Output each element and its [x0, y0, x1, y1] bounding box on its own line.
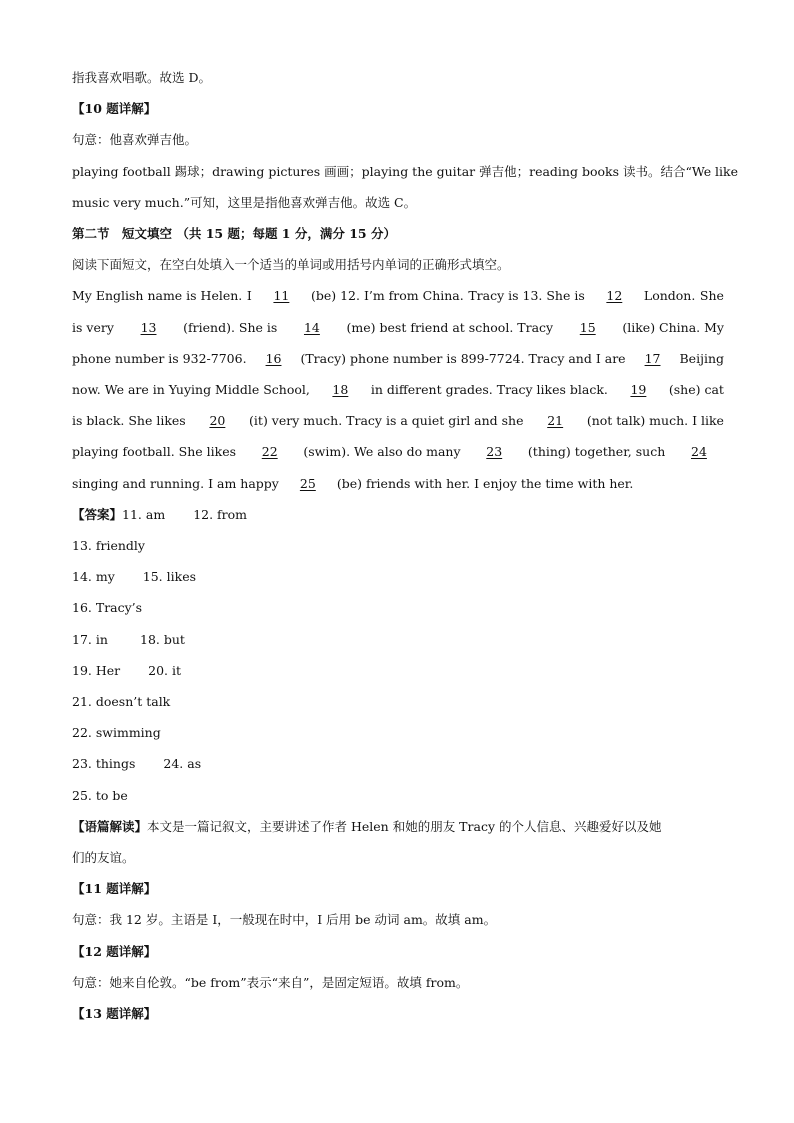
- answer-item: 22. swimming: [72, 725, 161, 741]
- blank-14: 14: [303, 319, 320, 335]
- analysis-line-2: 们的友谊。: [72, 850, 135, 866]
- blank-24: 24: [691, 444, 707, 460]
- answer-label: 【答案】: [72, 506, 123, 522]
- passage-text: (me) best friend at school. Tracy: [346, 319, 554, 335]
- answer-item: 16. Tracy’s: [72, 600, 143, 616]
- answer-item: 20. it: [148, 662, 182, 678]
- passage-line-2: [72, 312, 724, 343]
- passage-text: (not talk) much. I like: [586, 413, 724, 429]
- passage-text: London.: [643, 288, 696, 304]
- passage-text: (be) 12. I’m from China.: [310, 288, 464, 304]
- answer-row: [72, 717, 724, 748]
- answer-item: 12. from: [193, 506, 248, 522]
- section-instruction: 阅读下面短文，在空白处填入一个适当的单词或用括号内单词的正确形式填空。: [72, 257, 510, 273]
- passage-text: (she) cat: [668, 382, 724, 398]
- answer-item: 11. am: [122, 506, 166, 522]
- analysis-label: 【语篇解读】: [72, 818, 148, 834]
- answer-row: [72, 655, 724, 686]
- passage-text: (swim). We also do many: [303, 444, 461, 460]
- q12-heading: 【12 题详解】: [72, 943, 157, 959]
- q10-meaning: 句意：他喜欢弹吉他。: [72, 132, 198, 148]
- blank-15: 15: [579, 319, 596, 335]
- section-title: 第二节 短文填空 （共 15 题；每题 1 分，满分 15 分）: [72, 226, 396, 242]
- passage-text: My English name is Helen.: [72, 288, 243, 304]
- answer-row: [72, 748, 724, 779]
- document-page: [72, 62, 739, 1029]
- blank-16: 16: [265, 350, 282, 366]
- blank-21: 21: [547, 413, 564, 429]
- passage-text: Beijing: [679, 350, 724, 366]
- passage-text: singing and running. I am happy: [72, 475, 279, 491]
- answer-row: [72, 592, 724, 623]
- passage-line-6: [72, 436, 724, 467]
- answer-row: [72, 499, 724, 530]
- passage-text: I: [246, 288, 252, 304]
- passage-text: Tracy is 13. She is: [468, 288, 585, 304]
- passage-line-3: [72, 343, 724, 374]
- q13-heading: 【13 题详解】: [72, 1006, 157, 1022]
- answer-item: 15. likes: [142, 569, 197, 585]
- answer-item: 13. friendly: [72, 538, 145, 554]
- answer-item: 14. my: [72, 569, 115, 585]
- q9-explanation-end: 指我喜欢唱歌。故选 D。: [72, 70, 211, 85]
- passage-text: now. We are in Yuying Middle School,: [72, 382, 310, 398]
- answer-item: 21. doesn’t talk: [72, 694, 171, 710]
- analysis-line-1: [72, 811, 724, 842]
- q10-heading: 【10 题详解】: [72, 101, 157, 117]
- answer-row: [72, 780, 724, 811]
- answer-row: [72, 624, 724, 655]
- q11-heading: 【11 题详解】: [72, 881, 157, 897]
- blank-11: 11: [273, 288, 290, 304]
- passage-line-5: [72, 405, 724, 436]
- answer-item: 24. as: [163, 756, 202, 772]
- answer-row: [72, 686, 724, 717]
- passage-text: (it) very much. Tracy is a quiet girl and she: [249, 413, 524, 429]
- q11-text: 句意：我 12 岁。主语是 I，一般现在时中，I 后用 be 动词 am。故填 am。: [72, 912, 497, 928]
- answer-item: 25. to be: [72, 787, 128, 803]
- q10-explanation-line1: playing football 踢球；drawing pictures 画画；playing the guitar 弹吉他；reading books 读书。结合“We like: [72, 163, 739, 179]
- blank-19: 19: [630, 382, 647, 398]
- q10-explanation-line2: music very much.”可知，这里是指他喜欢弹吉他。故选 C。: [72, 194, 417, 210]
- blank-18: 18: [332, 382, 349, 398]
- blank-13: 13: [140, 319, 157, 335]
- blank-22: 22: [261, 444, 278, 460]
- passage-text: (be) friends with her. I enjoy the time with her.: [336, 475, 634, 491]
- analysis-text: 本文是一篇记叙文，主要讲述了作者 Helen 和她的朋友 Tracy 的个人信息、兴趣爱好以及她: [147, 818, 662, 834]
- blank-17: 17: [644, 350, 661, 366]
- blank-20: 20: [209, 413, 226, 429]
- q12-text: 句意：她来自伦敦。“be from”表示“来自”，是固定短语。故填 from。: [72, 974, 469, 990]
- answer-item: 17. in: [72, 631, 108, 647]
- answer-item: 18. but: [140, 631, 185, 647]
- passage-text: (like) China. My: [622, 319, 724, 335]
- blank-23: 23: [486, 444, 503, 460]
- passage-text: playing football. She likes: [72, 444, 237, 460]
- passage-text: phone number is 932-7706.: [72, 350, 247, 366]
- passage-text: (Tracy) phone number is 899-7724. Tracy and I are: [300, 350, 626, 366]
- passage-text: (thing) together, such: [527, 444, 666, 460]
- passage-line-1: [72, 280, 724, 311]
- passage-text: She: [699, 288, 724, 304]
- blank-12: 12: [606, 288, 623, 304]
- answer-row: [72, 530, 724, 561]
- answer-item: 23. things: [72, 756, 136, 772]
- passage-line-7: [72, 468, 724, 499]
- passage-line-4: [72, 374, 724, 405]
- passage-text: is black. She likes: [72, 413, 186, 429]
- answer-item: 19. Her: [72, 662, 121, 678]
- answer-row: [72, 561, 724, 592]
- passage-text: (friend). She is: [183, 319, 278, 335]
- passage-text: is very: [72, 319, 114, 335]
- passage-text: in different grades. Tracy likes black.: [370, 382, 608, 398]
- blank-25: 25: [299, 475, 316, 491]
